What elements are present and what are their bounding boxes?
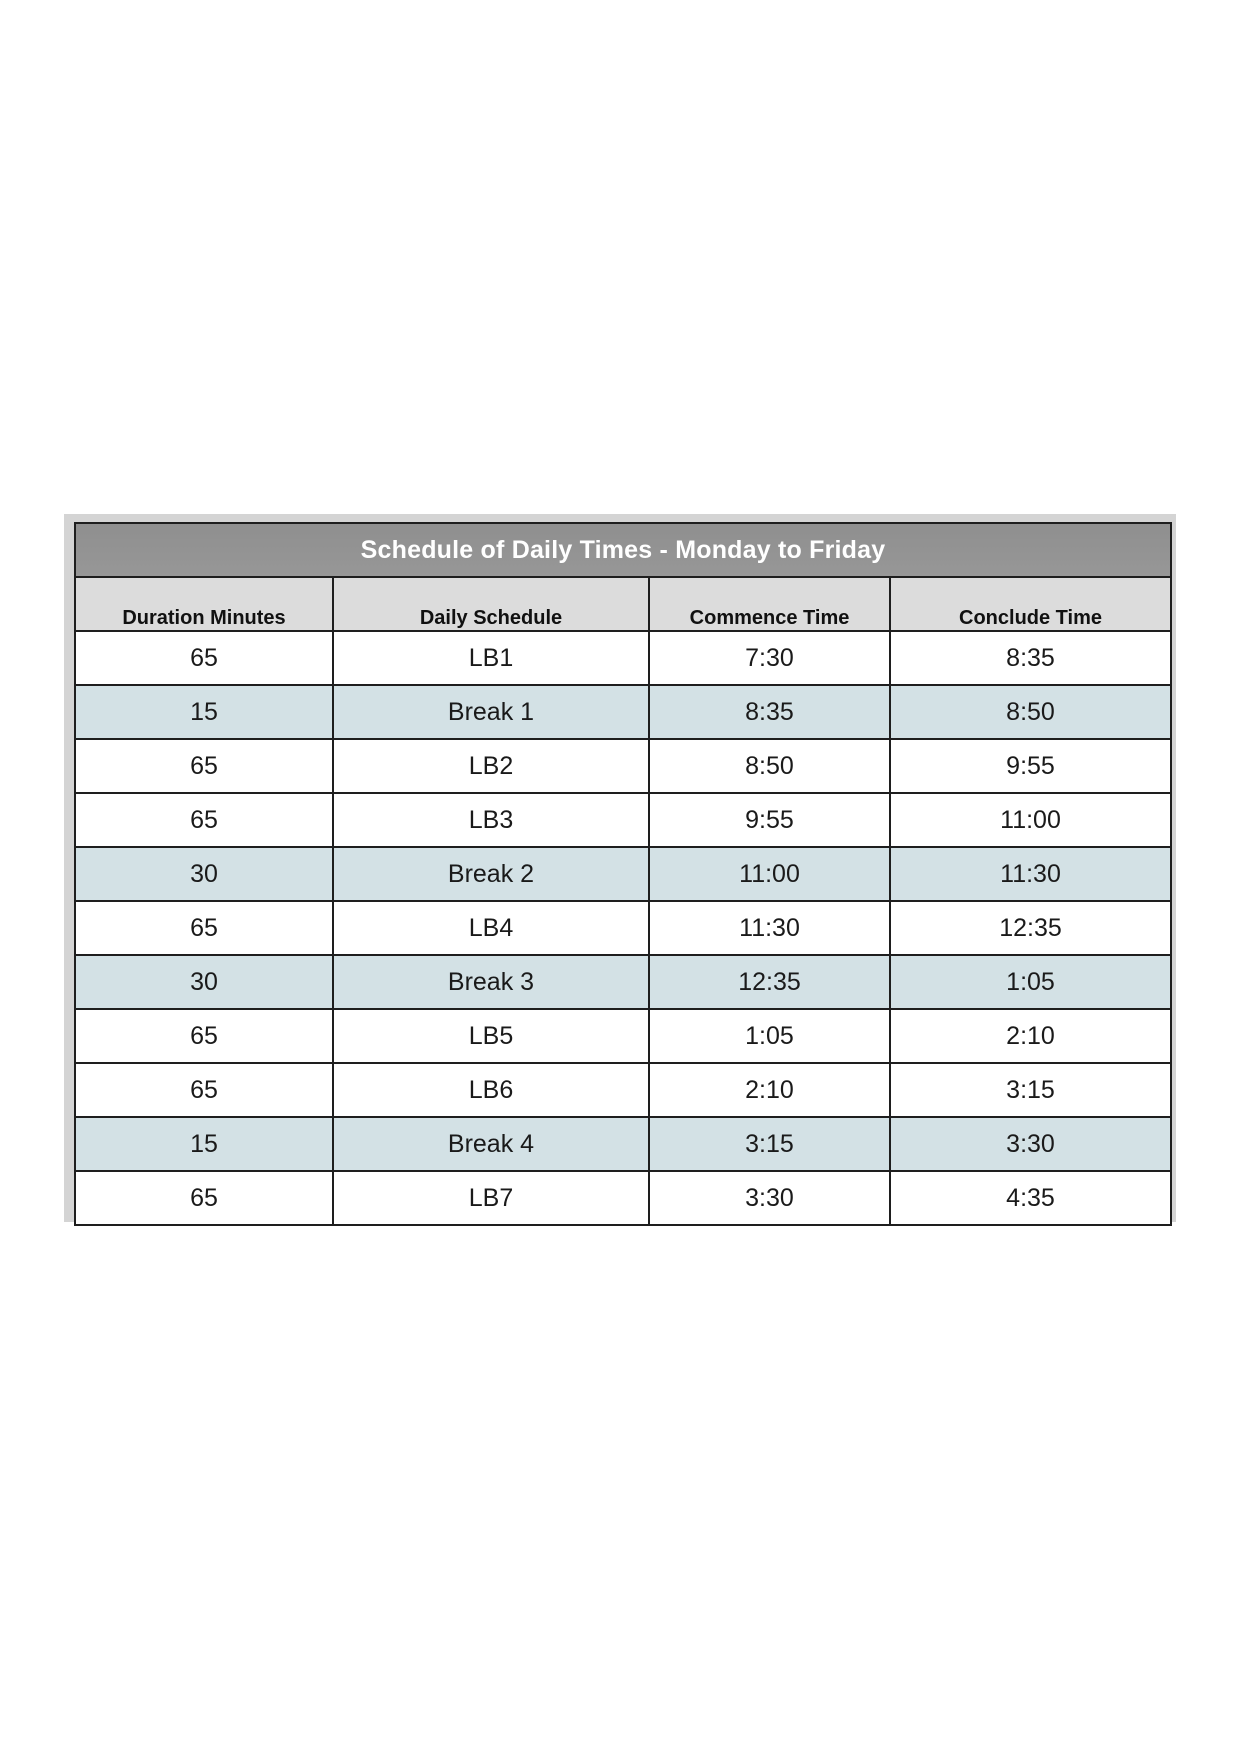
table-header-row xyxy=(75,577,1171,631)
conclude-time-cell: 2:10 xyxy=(890,1009,1171,1063)
column-header-duration: Duration Minutes xyxy=(75,577,333,631)
table-row xyxy=(75,739,1171,793)
conclude-time-cell: 1:05 xyxy=(890,955,1171,1009)
conclude-time-cell: 11:30 xyxy=(890,847,1171,901)
schedule-cell: LB2 xyxy=(333,739,649,793)
commence-time-cell: 8:50 xyxy=(649,739,890,793)
table-row xyxy=(75,1063,1171,1117)
schedule-table xyxy=(74,522,1172,1226)
table-body xyxy=(75,631,1171,1225)
commence-time-cell: 7:30 xyxy=(649,631,890,685)
table-title: Schedule of Daily Times - Monday to Friday xyxy=(75,523,1171,577)
schedule-cell: Break 3 xyxy=(333,955,649,1009)
schedule-cell: LB1 xyxy=(333,631,649,685)
commence-time-cell: 1:05 xyxy=(649,1009,890,1063)
table-row xyxy=(75,685,1171,739)
conclude-time-cell: 9:55 xyxy=(890,739,1171,793)
schedule-cell: LB6 xyxy=(333,1063,649,1117)
schedule-cell: LB5 xyxy=(333,1009,649,1063)
table-row xyxy=(75,793,1171,847)
schedule-cell: LB4 xyxy=(333,901,649,955)
table-title-row xyxy=(75,523,1171,577)
commence-time-cell: 9:55 xyxy=(649,793,890,847)
schedule-table-frame xyxy=(64,514,1176,1222)
commence-time-cell: 3:15 xyxy=(649,1117,890,1171)
table-row xyxy=(75,847,1171,901)
commence-time-cell: 8:35 xyxy=(649,685,890,739)
column-header-schedule: Daily Schedule xyxy=(333,577,649,631)
conclude-time-cell: 8:50 xyxy=(890,685,1171,739)
schedule-cell: Break 4 xyxy=(333,1117,649,1171)
table-row xyxy=(75,955,1171,1009)
duration-cell: 65 xyxy=(75,631,333,685)
conclude-time-cell: 11:00 xyxy=(890,793,1171,847)
schedule-cell: Break 2 xyxy=(333,847,649,901)
schedule-cell: Break 1 xyxy=(333,685,649,739)
commence-time-cell: 2:10 xyxy=(649,1063,890,1117)
schedule-cell: LB7 xyxy=(333,1171,649,1225)
duration-cell: 15 xyxy=(75,1117,333,1171)
conclude-time-cell: 3:15 xyxy=(890,1063,1171,1117)
duration-cell: 65 xyxy=(75,793,333,847)
commence-time-cell: 12:35 xyxy=(649,955,890,1009)
column-header-conclude: Conclude Time xyxy=(890,577,1171,631)
duration-cell: 65 xyxy=(75,739,333,793)
duration-cell: 30 xyxy=(75,847,333,901)
commence-time-cell: 11:00 xyxy=(649,847,890,901)
duration-cell: 65 xyxy=(75,1063,333,1117)
conclude-time-cell: 8:35 xyxy=(890,631,1171,685)
schedule-cell: LB3 xyxy=(333,793,649,847)
duration-cell: 30 xyxy=(75,955,333,1009)
conclude-time-cell: 3:30 xyxy=(890,1117,1171,1171)
duration-cell: 65 xyxy=(75,1009,333,1063)
table-row xyxy=(75,1117,1171,1171)
table-row xyxy=(75,631,1171,685)
duration-cell: 65 xyxy=(75,901,333,955)
column-header-commence: Commence Time xyxy=(649,577,890,631)
table-row xyxy=(75,901,1171,955)
table-row xyxy=(75,1009,1171,1063)
table-row xyxy=(75,1171,1171,1225)
duration-cell: 65 xyxy=(75,1171,333,1225)
conclude-time-cell: 12:35 xyxy=(890,901,1171,955)
duration-cell: 15 xyxy=(75,685,333,739)
commence-time-cell: 3:30 xyxy=(649,1171,890,1225)
commence-time-cell: 11:30 xyxy=(649,901,890,955)
conclude-time-cell: 4:35 xyxy=(890,1171,1171,1225)
